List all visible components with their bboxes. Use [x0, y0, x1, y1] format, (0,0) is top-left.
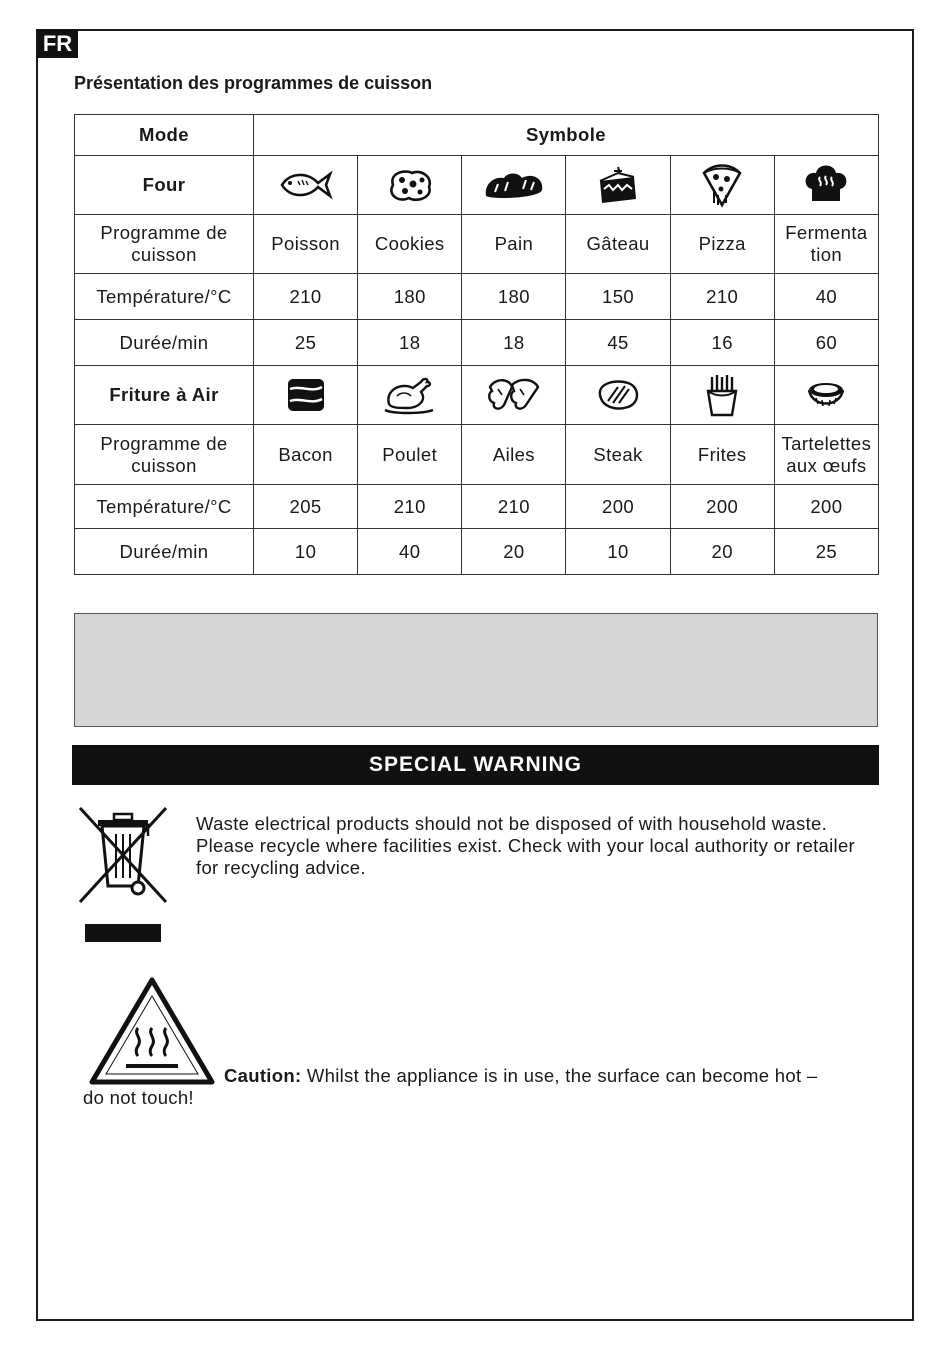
- program-cell: Gâteau: [566, 215, 670, 274]
- program-cell: Cookies: [358, 215, 462, 274]
- wings-icon: [462, 366, 566, 425]
- weee-disposal-text: Waste electrical products should not be disposed of with household waste. Please recycle where facilities exist. Check with your local authority or retailer for recycling advice.: [196, 813, 855, 878]
- duration-label: Durée/min: [75, 529, 254, 575]
- duration-cell: 16: [670, 320, 774, 366]
- steak-icon: [566, 366, 670, 425]
- duration-cell: 20: [670, 529, 774, 575]
- program-cell: Steak: [566, 425, 670, 485]
- temperature-cell: 200: [566, 485, 670, 529]
- bread-icon: [462, 156, 566, 215]
- program-label: Programme de cuisson: [75, 215, 254, 274]
- temperature-label: Température/°C: [75, 485, 254, 529]
- airfry-duration-row: [75, 529, 879, 575]
- oven-mode-label: Four: [75, 156, 254, 215]
- temperature-cell: 180: [462, 274, 566, 320]
- header-mode: Mode: [75, 115, 254, 156]
- gray-note-box: [74, 613, 878, 727]
- caution-label: Caution:: [224, 1065, 302, 1086]
- temperature-label: Température/°C: [75, 274, 254, 320]
- program-cell: Pain: [462, 215, 566, 274]
- duration-label: Durée/min: [75, 320, 254, 366]
- egg-tart-icon: [774, 366, 878, 425]
- weee-black-bar: [85, 924, 161, 942]
- temperature-cell: 210: [462, 485, 566, 529]
- oven-icons-row: [75, 156, 879, 215]
- bacon-icon: [254, 366, 358, 425]
- temperature-cell: 200: [774, 485, 878, 529]
- cookie-icon: [358, 156, 462, 215]
- oven-temperature-row: [75, 274, 879, 320]
- temperature-cell: 40: [774, 274, 878, 320]
- temperature-cell: 210: [670, 274, 774, 320]
- duration-cell: 18: [462, 320, 566, 366]
- temperature-cell: 200: [670, 485, 774, 529]
- header-symbol: Symbole: [254, 115, 879, 156]
- chicken-icon: [358, 366, 462, 425]
- cake-icon: [566, 156, 670, 215]
- program-cell: Fermenta tion: [774, 215, 878, 274]
- duration-cell: 10: [254, 529, 358, 575]
- program-cell: Poulet: [358, 425, 462, 485]
- temperature-cell: 205: [254, 485, 358, 529]
- program-cell: Pizza: [670, 215, 774, 274]
- temperature-cell: 150: [566, 274, 670, 320]
- duration-cell: 18: [358, 320, 462, 366]
- airfry-temperature-row: [75, 485, 879, 529]
- caution-text: [224, 1065, 817, 1087]
- program-cell: Tartelettes aux œufs: [774, 425, 878, 485]
- oven-program-row: [75, 215, 879, 274]
- program-cell: Bacon: [254, 425, 358, 485]
- crossed-bin-icon: [76, 806, 170, 911]
- section-title: Présentation des programmes de cuisson: [74, 73, 433, 93]
- duration-cell: 10: [566, 529, 670, 575]
- table-header-row: [75, 115, 879, 156]
- program-cell: Poisson: [254, 215, 358, 274]
- oven-duration-row: [75, 320, 879, 366]
- program-cell: Ailes: [462, 425, 566, 485]
- cooking-programs-table: [74, 114, 879, 575]
- program-label: Programme de cuisson: [75, 425, 254, 485]
- duration-cell: 25: [254, 320, 358, 366]
- duration-cell: 60: [774, 320, 878, 366]
- pizza-icon: [670, 156, 774, 215]
- airfry-icons-row: [75, 366, 879, 425]
- temperature-cell: 210: [358, 485, 462, 529]
- temperature-cell: 210: [254, 274, 358, 320]
- duration-cell: 20: [462, 529, 566, 575]
- airfry-program-row: [75, 425, 879, 485]
- caution-text-continued: do not touch!: [83, 1087, 194, 1108]
- fries-icon: [670, 366, 774, 425]
- airfry-mode-label: Friture à Air: [75, 366, 254, 425]
- language-badge: FR: [37, 30, 78, 58]
- duration-cell: 40: [358, 529, 462, 575]
- temperature-cell: 180: [358, 274, 462, 320]
- fermentation-icon: [774, 156, 878, 215]
- fish-icon: [254, 156, 358, 215]
- duration-cell: 45: [566, 320, 670, 366]
- hot-surface-warning-icon: [88, 976, 216, 1093]
- special-warning-title: SPECIAL WARNING: [72, 745, 879, 785]
- duration-cell: 25: [774, 529, 878, 575]
- program-cell: Frites: [670, 425, 774, 485]
- caution-body: Whilst the appliance is in use, the surface can become hot –: [301, 1065, 818, 1086]
